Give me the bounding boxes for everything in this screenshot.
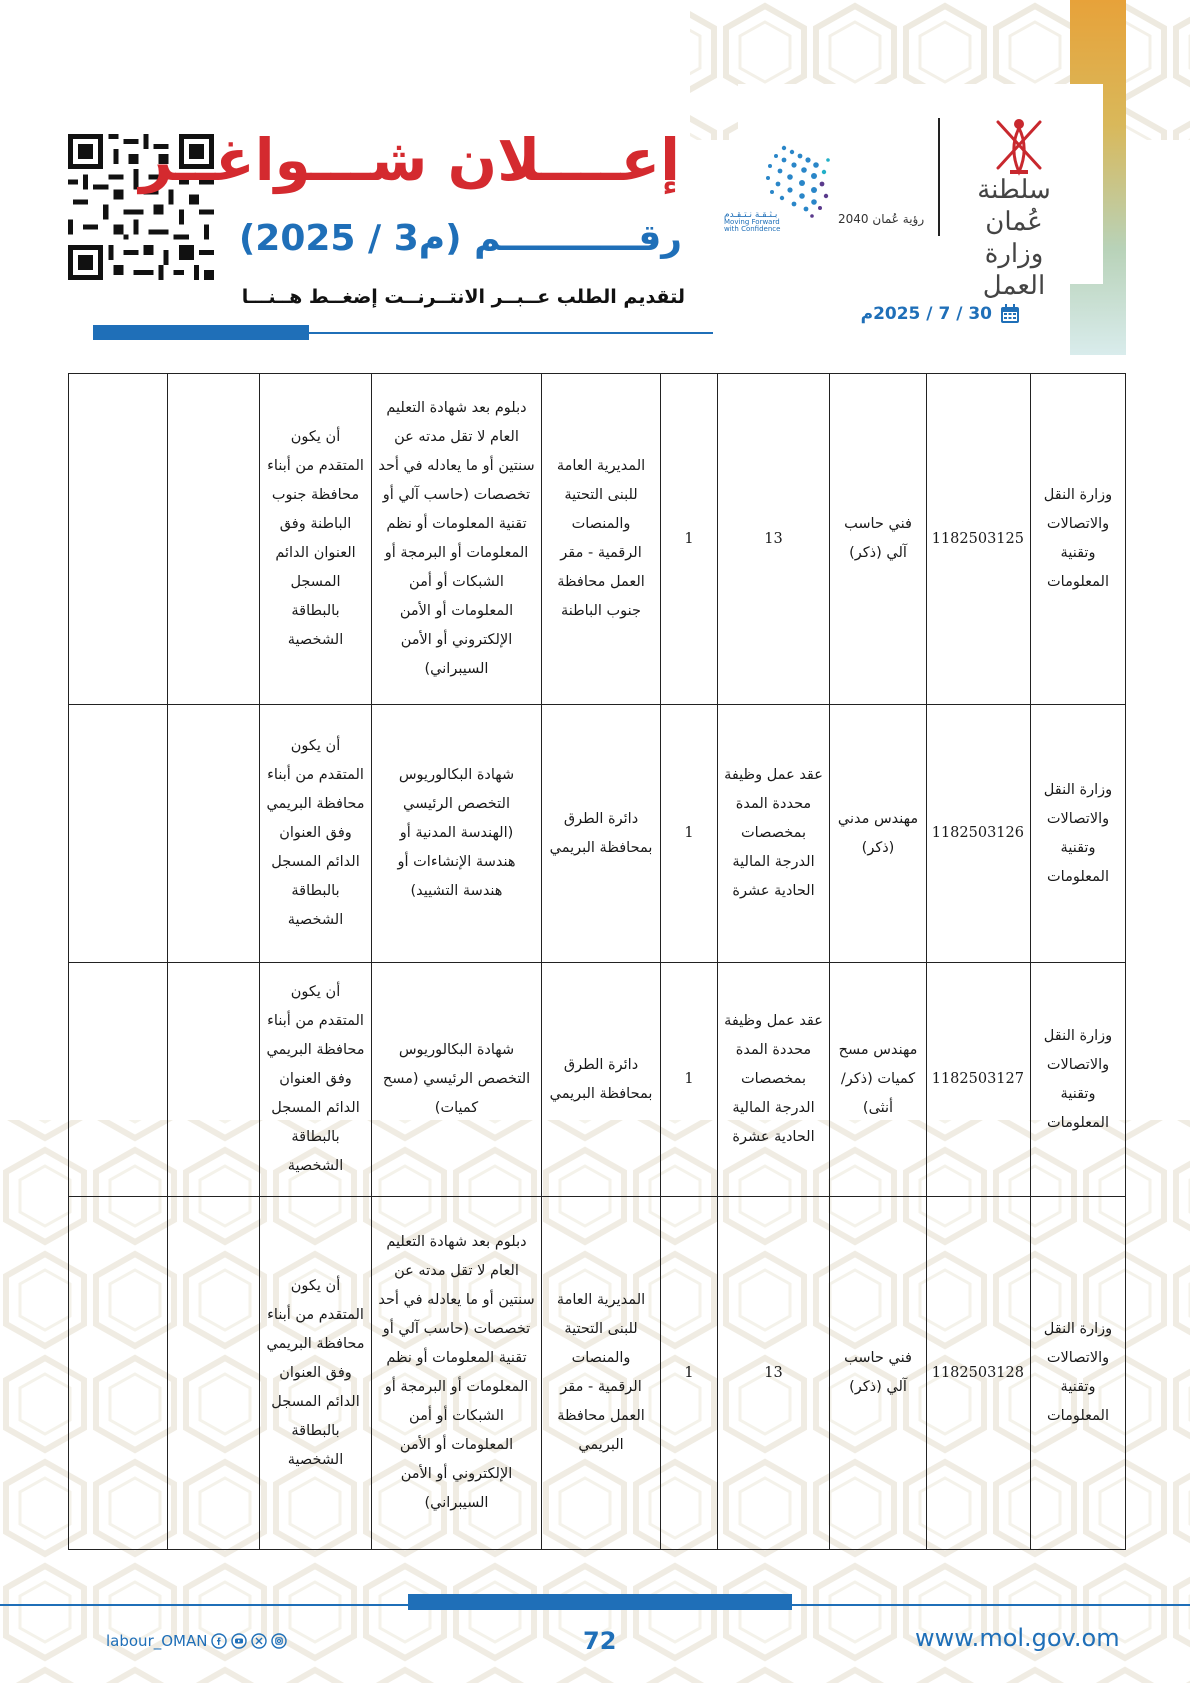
facebook-icon[interactable] xyxy=(211,1633,227,1649)
header-rule-accent xyxy=(93,325,309,340)
job-code-cell: 1182503127 xyxy=(927,963,1031,1197)
job-code-cell: 1182503125 xyxy=(927,374,1031,705)
calendar-icon xyxy=(1000,304,1020,324)
count-cell: 1 xyxy=(661,374,718,705)
location-cell: المديرية العامة للبنى التحتية والمنصات الرقمية - مقر العمل محافظة جنوب الباطنة xyxy=(542,374,661,705)
vision-label: رؤية عُمان 2040 xyxy=(838,212,925,226)
condition-cell: أن يكون المتقدم من أبناء محافظة جنوب الباطنة وفق العنوان الدائم المسجل بالبطاقة الشخصية xyxy=(260,374,372,705)
qualification-cell: شهادة البكالوريوس التخصص الرئيسي (مسح كميات) xyxy=(372,963,542,1197)
job-code-cell: 1182503128 xyxy=(927,1197,1031,1550)
youtube-icon[interactable] xyxy=(231,1633,247,1649)
extra-cell-2 xyxy=(69,963,168,1197)
instagram-icon[interactable] xyxy=(271,1633,287,1649)
announcement-number: رقـــــــــــم (م3 / 2025) xyxy=(238,218,682,259)
ministry-cell: وزارة النقل والاتصالات وتقنية المعلومات xyxy=(1031,1197,1126,1550)
location-cell: دائرة الطرق بمحافظة البريمي xyxy=(542,705,661,963)
extra-cell-2 xyxy=(69,1197,168,1550)
grade-cell: 13 xyxy=(718,1197,830,1550)
grade-cell: عقد عمل وظيفة محددة المدة بمخصصات الدرجة المالية الحادية عشرة xyxy=(718,963,830,1197)
condition-cell: أن يكون المتقدم من أبناء محافظة البريمي وفق العنوان الدائم المسجل بالبطاقة الشخصية xyxy=(260,1197,372,1550)
extra-cell-2 xyxy=(69,705,168,963)
qualification-cell: شهادة البكالوريوس التخصص الرئيسي (الهندسة المدنية أو هندسة الإنشاءات أو هندسة التشييد) xyxy=(372,705,542,963)
extra-cell-1 xyxy=(168,963,260,1197)
apply-online-link[interactable]: لتقديم الطلب عــبــر الانتــرنــت إضغــط هــنـــا xyxy=(241,286,685,308)
count-cell: 1 xyxy=(661,963,718,1197)
social-handle[interactable]: labour_OMAN xyxy=(106,1632,208,1650)
ministry-name: سلطنة عُمان وزارة العمل xyxy=(977,175,1051,301)
job-code-cell: 1182503126 xyxy=(927,705,1031,963)
announcement-title: إعــــلان شـــواغــر xyxy=(139,126,680,194)
count-cell: 1 xyxy=(661,705,718,963)
table-row xyxy=(69,374,1126,705)
ministry-cell: وزارة النقل والاتصالات وتقنية المعلومات xyxy=(1031,705,1126,963)
moving-forward-tagline: بـثـقـة نـتـقـدم Moving Forward with Confidence xyxy=(724,210,781,233)
ministry-cell: وزارة النقل والاتصالات وتقنية المعلومات xyxy=(1031,374,1126,705)
table-row xyxy=(69,963,1126,1197)
extra-cell-2 xyxy=(69,374,168,705)
qualification-cell: دبلوم بعد شهادة التعليم العام لا تقل مدته عن سنتين أو ما يعادله في أحد تخصصات (حاسب آلي أو تقنية المعلومات أو نظم المعلومات أو البرمجة أو الشبكات أو أمن المعلومات أو الأمن الإلكتروني أو الأمن السيبراني) xyxy=(372,1197,542,1550)
qualification-cell: دبلوم بعد شهادة التعليم العام لا تقل مدته عن سنتين أو ما يعادله في أحد تخصصات (حاسب آلي أو تقنية المعلومات أو نظم المعلومات أو البرمجة أو الشبكات أو أمن المعلومات أو الأمن الإلكتروني أو الأمن السيبراني) xyxy=(372,374,542,705)
table-row xyxy=(69,1197,1126,1550)
grade-cell: 13 xyxy=(718,374,830,705)
job-title-cell: فني حاسب آلي (ذكر) xyxy=(830,374,927,705)
job-title-cell: فني حاسب آلي (ذكر) xyxy=(830,1197,927,1550)
grade-cell: عقد عمل وظيفة محددة المدة بمخصصات الدرجة المالية الحادية عشرة xyxy=(718,705,830,963)
extra-cell-1 xyxy=(168,705,260,963)
page-number: 72 xyxy=(583,1627,617,1655)
count-cell: 1 xyxy=(661,1197,718,1550)
logo-divider xyxy=(938,118,940,236)
job-title-cell: مهندس مدني (ذكر) xyxy=(830,705,927,963)
vacancies-table xyxy=(68,373,1126,1550)
website-link[interactable]: www.mol.gov.om xyxy=(915,1624,1120,1652)
announcement-date xyxy=(861,304,1020,324)
condition-cell: أن يكون المتقدم من أبناء محافظة البريمي وفق العنوان الدائم المسجل بالبطاقة الشخصية xyxy=(260,963,372,1197)
table-row xyxy=(69,705,1126,963)
footer-rule-accent xyxy=(408,1594,792,1610)
header xyxy=(0,0,1190,355)
extra-cell-1 xyxy=(168,374,260,705)
location-cell: المديرية العامة للبنى التحتية والمنصات الرقمية - مقر العمل محافظة البريمي xyxy=(542,1197,661,1550)
x-icon[interactable] xyxy=(251,1633,267,1649)
date-text: 30 / 7 / 2025م xyxy=(860,304,992,324)
oman-emblem xyxy=(990,112,1048,180)
extra-cell-1 xyxy=(168,1197,260,1550)
location-cell: دائرة الطرق بمحافظة البريمي xyxy=(542,963,661,1197)
job-title-cell: مهندس مسح كميات (ذكر/أنثى) xyxy=(830,963,927,1197)
condition-cell: أن يكون المتقدم من أبناء محافظة البريمي وفق العنوان الدائم المسجل بالبطاقة الشخصية xyxy=(260,705,372,963)
social-links xyxy=(106,1632,287,1650)
ministry-cell: وزارة النقل والاتصالات وتقنية المعلومات xyxy=(1031,963,1126,1197)
